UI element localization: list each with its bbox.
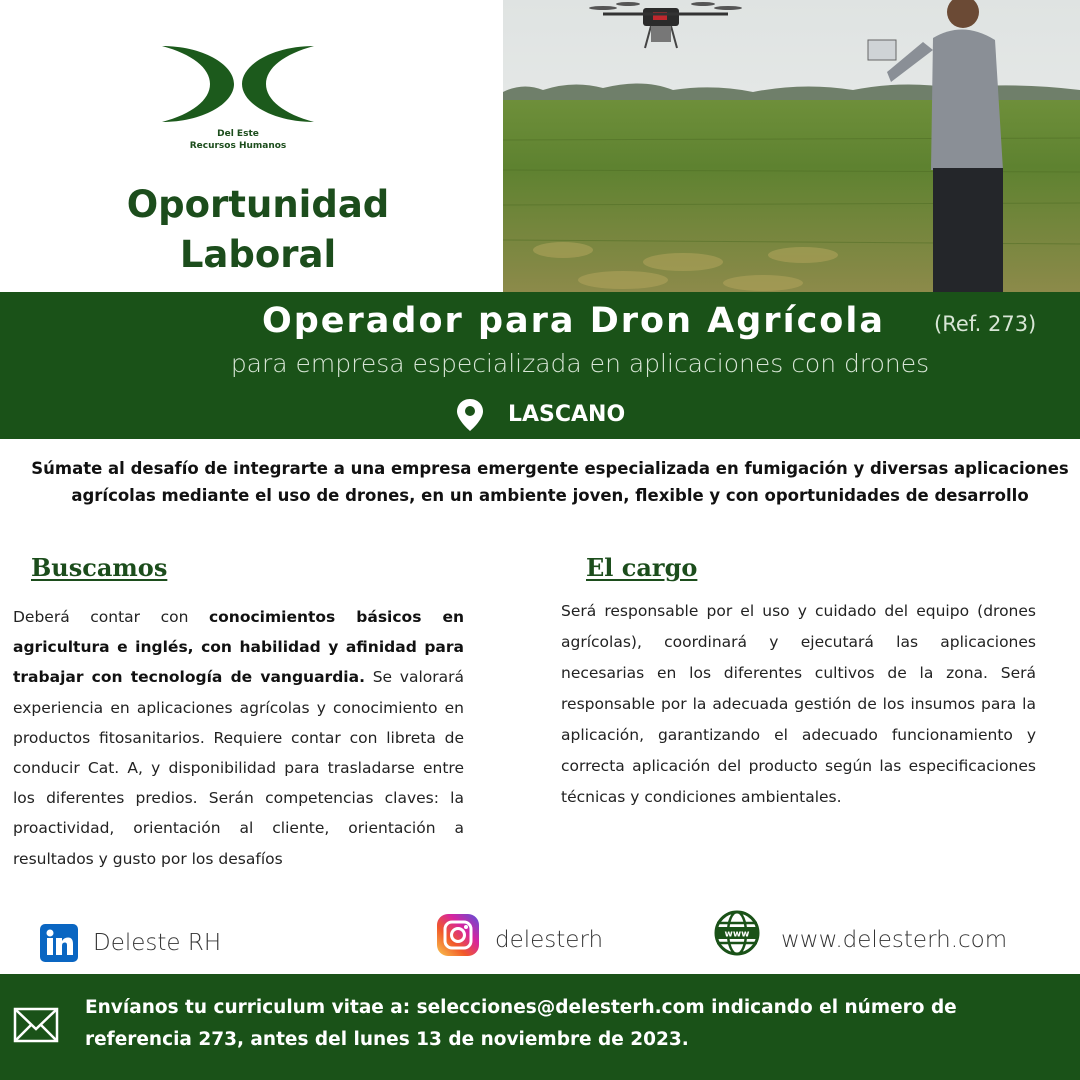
footer-text: Envíanos tu curriculum vitae a: selecciones@delesterh.com indicando el número de referencia 273, antes del lunes 13 de noviembre de 2023. bbox=[85, 997, 957, 1050]
envelope-icon bbox=[13, 1007, 59, 1043]
location-pin-icon bbox=[456, 398, 484, 432]
linkedin-icon[interactable] bbox=[40, 924, 78, 962]
job-reference: (Ref. 273) bbox=[934, 312, 1037, 336]
buscamos-text-start: Deberá contar con bbox=[13, 608, 209, 626]
job-title: Operador para Dron Agrícola bbox=[262, 301, 885, 341]
linkedin-label[interactable]: Deleste RH bbox=[93, 930, 222, 956]
instagram-label[interactable]: delesterh bbox=[495, 927, 604, 953]
intro-text: Súmate al desafío de integrarte a una empresa emergente especializada en fumigación y diversas aplicaciones agrícolas mediante el uso de drones, en un ambiente joven, flexible y con oportunidades de desarrollo bbox=[31, 459, 1069, 505]
cargo-heading: El cargo bbox=[586, 553, 698, 582]
job-subtitle: para empresa especializada en aplicaciones con drones bbox=[230, 349, 930, 378]
website-label[interactable]: www.delesterh.com bbox=[781, 927, 1008, 953]
globe-www-icon[interactable] bbox=[713, 910, 761, 956]
instagram-icon[interactable] bbox=[437, 914, 479, 956]
location-label: LASCANO bbox=[508, 402, 626, 427]
drone-field-photo bbox=[503, 0, 1080, 292]
buscamos-text-bold: conocimientos básicos en agricultura e inglés, con habilidad y afinidad para trabajar con tecnología de vanguardia. bbox=[13, 608, 464, 687]
logo-line-1: Del Este bbox=[217, 129, 259, 139]
svg-text:www: www bbox=[724, 929, 750, 940]
buscamos-text-end: Se valorará experiencia en aplicaciones agrícolas y conocimiento en productos fitosanitarios. Requiere contar con libreta de conducir Cat. A, y disponibilidad para trasladarse entre los diferentes predios. Serán competencias claves: la proactividad, orientación al cliente, orientación a resultados y gusto por los desafíos bbox=[13, 668, 464, 868]
cargo-text: Será responsable por el uso y cuidado del equipo (drones agrícolas), coordinará y ejecutará las aplicaciones necesarias en los diferentes cultivos de la zona. Será responsable por la adecuada gestión de los insumos para la aplicación, garantizando el adecuado funcionamiento y correcta aplicación del producto según las especificaciones técnicas y condiciones ambientales. bbox=[561, 602, 1036, 806]
photo-illustration bbox=[503, 0, 1080, 292]
logo-line-2: Recursos Humanos bbox=[189, 141, 287, 151]
del-este-logo-icon bbox=[162, 38, 314, 130]
headline-line-2: Laboral bbox=[179, 233, 337, 276]
headline bbox=[80, 180, 436, 280]
logo-text bbox=[150, 128, 326, 152]
buscamos-heading: Buscamos bbox=[31, 553, 168, 582]
logo-area bbox=[0, 0, 503, 292]
headline-line-1: Oportunidad bbox=[126, 183, 390, 226]
buscamos-text bbox=[13, 602, 464, 874]
